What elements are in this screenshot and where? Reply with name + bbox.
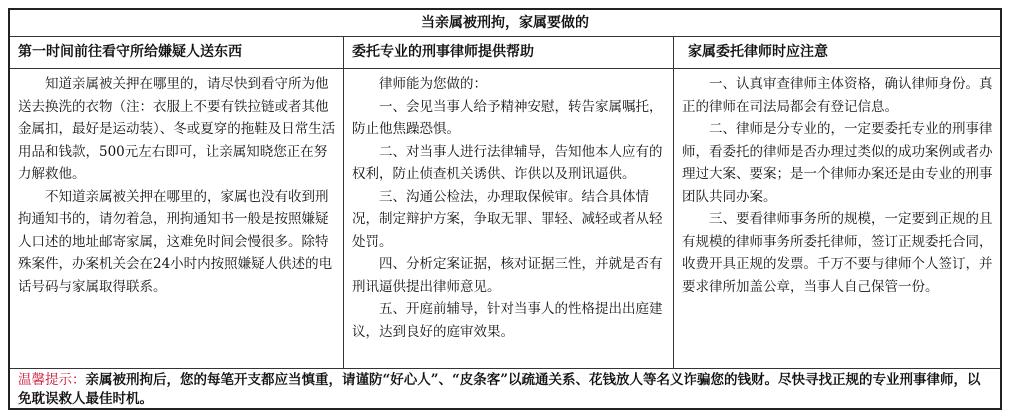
column-send-items [10, 69, 343, 368]
column-header-precautions: 家属委托律师时应注意 [674, 36, 1000, 69]
table-title: 当亲属被刑拘，家属要做的 [10, 10, 1000, 37]
warm-tip [10, 368, 1000, 410]
paragraph: 律师能为您做的： [379, 76, 487, 92]
paragraph: 三、要看律师事务所的规模，一定要到正规的且有规模的律师事务所委托律师，签订正规委托合同，收费开具正规的发票。千万不要与律师个人签订，并要求律所加盖公章，当事人自己保管一份。 [682, 211, 993, 295]
notice-table [8, 8, 1002, 410]
tip-label: 温馨提示： [18, 372, 86, 388]
paragraph: 一、会见当事人给予精神安慰，转告家属嘱托，防止他焦躁恐惧。 [352, 98, 663, 137]
column-hire-lawyer [344, 69, 673, 368]
paragraph: 二、律师是分专业的，一定要委托专业的刑事律师，看委托的律师是否办理过类似的成功案例或者办理过大案、要案；是一个律师办案还是由专业的刑事团队共同办案。 [682, 121, 993, 205]
column-header-hire-lawyer: 委托专业的刑事律师提供帮助 [344, 36, 673, 69]
tip-text: 亲属被刑拘后，您的每笔开支都应当慎重，请谨防“好心人”、“皮条客”以疏通关系、花钱放人等名义诈骗您的钱财。尽快寻找正规的专业刑事律师，以免耽误救人最佳时机。 [18, 372, 981, 407]
paragraph: 二、对当事人进行法律辅导，告知他本人应有的权利，防止侦查机关诱供、诈供以及刑讯逼供。 [352, 143, 663, 182]
column-header-send-items: 第一时间前往看守所给嫌疑人送东西 [10, 36, 343, 69]
paragraph: 三、沟通公检法，办理取保候审。结合具体情况，制定辩护方案，争取无罪、罪轻、减轻或者从轻处罚。 [352, 188, 663, 250]
column-precautions [674, 69, 1000, 368]
paragraph: 四、分析定案证据，核对证据三性，并就是否有刑讯逼供提出律师意见。 [352, 256, 663, 295]
paragraph: 不知道亲属被关押在哪里的，家属也没有收到刑拘通知书的，请勿着急，刑拘通知书一般是按照嫌疑人口述的地址邮寄家属，这难免时间会慢很多。除特殊案件，办案机关会在24小时内按照嫌疑人供述的电话号码与家属取得联系。 [18, 188, 333, 295]
paragraph: 知道亲属被关押在哪里的，请尽快到看守所为他送去换洗的衣物（注：衣服上不要有铁拉链或者其他金属扣，最好是运动装）、冬或夏穿的拖鞋及日常生活用品和钱款，500元左右即可，让亲属知晓您正在努力解救他。 [18, 76, 336, 182]
paragraph: 五、开庭前辅导，针对当事人的性格提出出庭建议，达到良好的庭审效果。 [352, 301, 663, 340]
paragraph: 一、认真审查律师主体资格，确认律师身份。真正的律师在司法局都会有登记信息。 [682, 76, 993, 115]
